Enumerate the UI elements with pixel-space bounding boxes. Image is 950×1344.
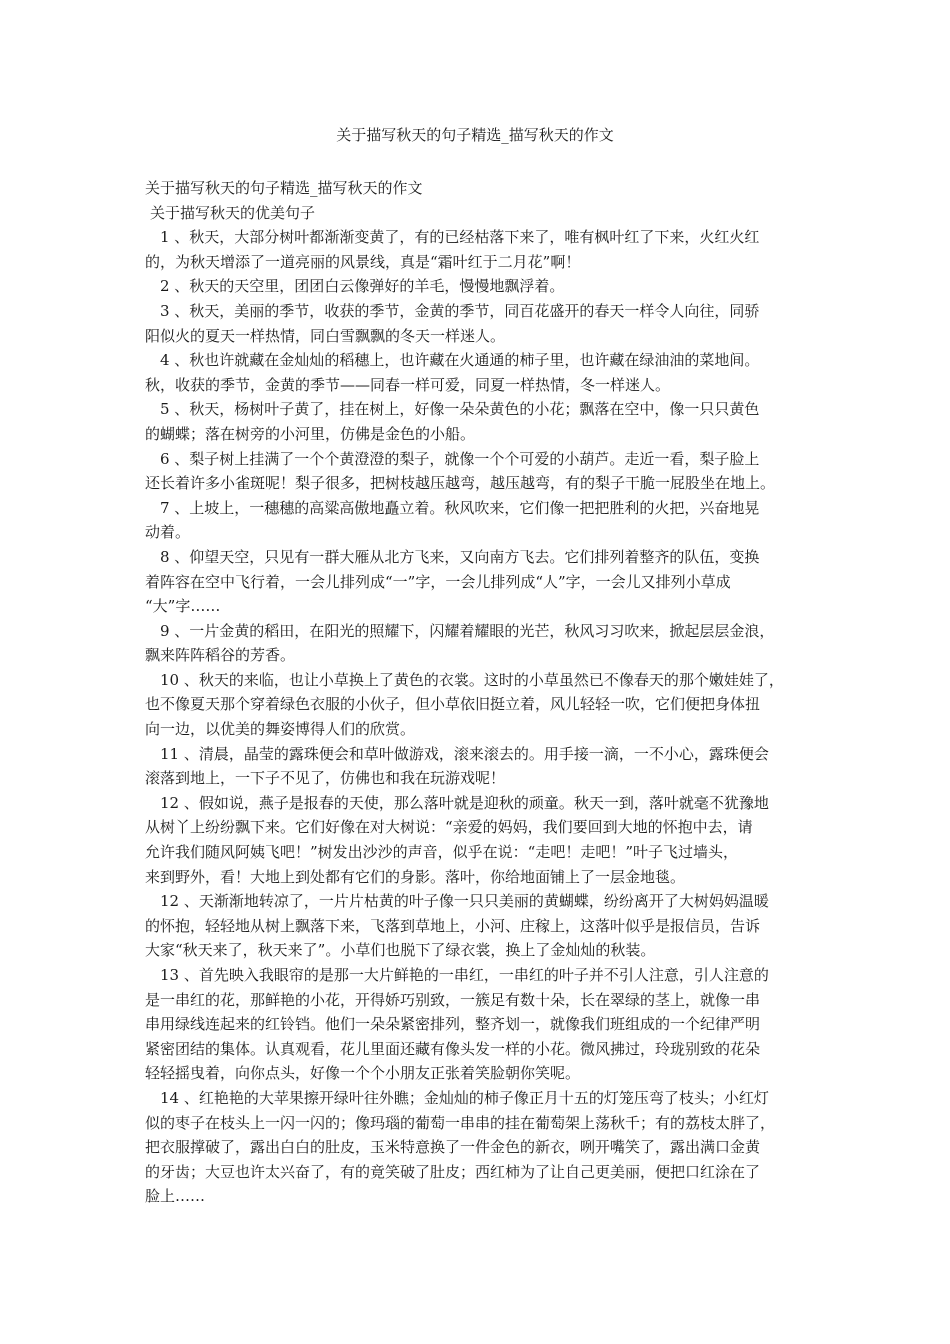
paragraph-line: “大”字…… [145, 597, 221, 616]
paragraph [145, 545, 825, 619]
paragraph-line: 似的枣子在枝头上一闪一闪的；像玛瑙的葡萄一串串的挂在葡萄架上荡秋千；有的荔枝太胖了， [145, 1113, 776, 1132]
paragraph-line: 阳似火的夏天一样热情，同白雪飘飘的冬天一样迷人。 [145, 326, 506, 345]
paragraph [145, 348, 825, 397]
paragraph-line: 的怀抱，轻轻地从树上飘落下来，飞落到草地上，小河、庄稼上，这落叶似乎是报信员，告诉 [145, 916, 761, 935]
paragraph [145, 496, 825, 545]
paragraph-line: 2 、秋天的天空里，团团白云像弹好的羊毛，慢慢地飘浮着。 [160, 277, 565, 296]
paragraph-line: 14 、红艳艳的大苹果擦开绿叶往外瞧；金灿灿的柿子像正月十五的灯笼压弯了枝头；小红灯 [160, 1088, 769, 1107]
paragraph-line: 7 、上坡上，一穗穗的高粱高傲地矗立着。秋风吹来，它们像一把把胜利的火把，兴奋地晃 [160, 498, 760, 517]
paragraph-line: 还长着许多小雀斑呢！梨子很多，把树枝越压越弯，越压越弯，有的梨子干脆一屁股坐在地上。 [145, 474, 776, 493]
paragraph [145, 619, 825, 668]
paragraph-line: 轻轻摇曳着，向你点头，好像一个个小朋友正张着笑脸朝你笑呢。 [145, 1064, 581, 1083]
paragraph [145, 668, 825, 742]
paragraph-line: 9 、一片金黄的稻田，在阳光的照耀下，闪耀着耀眼的光芒，秋风习习吹来，掀起层层金浪， [160, 621, 775, 640]
paragraph-line: 11 、清晨，晶莹的露珠便会和草叶做游戏，滚来滚去的。用手接一滴，一不小心，露珠便会 [160, 744, 769, 763]
paragraph-line: 着阵容在空中飞行着，一会儿排列成“一”字，一会儿排列成“人”字，一会儿又排列小草成 [145, 572, 731, 591]
paragraph-list [145, 225, 825, 1209]
paragraph [145, 397, 825, 446]
paragraph [145, 963, 825, 1086]
paragraph-line: 从树丫上纷纷飘下来。它们好像在对大树说：“亲爱的妈妈，我们要回到大地的怀抱中去，请 [145, 818, 753, 837]
section-heading: 关于描写秋天的优美句子 [150, 203, 316, 222]
paragraph [145, 889, 825, 963]
paragraph-line: 12 、天渐渐地转凉了，一片片枯黄的叶子像一只只美丽的黄蝴蝶，纷纷离开了大树妈妈温暖 [160, 892, 769, 911]
document-body [145, 176, 825, 1209]
paragraph-line: 13 、首先映入我眼帘的是那一大片鲜艳的一串红，一串红的叶子并不引人注意，引人注意的 [160, 966, 769, 984]
paragraph [145, 447, 825, 496]
paragraph-line: 向一边，以优美的舞姿博得人们的欣赏。 [145, 720, 416, 739]
paragraph-line: 也不像夏天那个穿着绿色衣服的小伙子，但小草依旧挺立着，风儿轻轻一吹，它们便把身体扭 [145, 695, 761, 714]
paragraph [145, 742, 825, 791]
paragraph-line: 大家“秋天来了，秋天来了”。小草们也脱下了绿衣裳，换上了金灿灿的秋装。 [145, 941, 656, 960]
paragraph-line: 10 、秋天的来临，也让小草换上了黄色的衣裳。这时的小草虽然已不像春天的那个嫩娃娃了， [160, 670, 784, 689]
paragraph-line: 4 、秋也许就藏在金灿灿的稻穗上，也许藏在火通通的柿子里，也许藏在绿油油的菜地间。 [160, 351, 760, 370]
paragraph-line: 8 、仰望天空，只见有一群大雁从北方飞来，又向南方飞去。它们排列着整齐的队伍，变换 [160, 547, 760, 566]
paragraph-line: 串用绿线连起来的红铃铛。他们一朵朵紧密排列，整齐划一，就像我们班组成的一个纪律严明 [145, 1015, 761, 1034]
paragraph-line: 1 、秋天，大部分树叶都渐渐变黄了，有的已经枯落下来了，唯有枫叶红了下来，火红火红 [160, 228, 760, 247]
paragraph-line: 的牙齿；大豆也许太兴奋了，有的竟笑破了肚皮；西红柿为了让自己更美丽，便把口红涂在了 [145, 1162, 761, 1181]
document-subtitle: 关于描写秋天的句子精选_描写秋天的作文 [145, 179, 423, 197]
paragraph [145, 225, 825, 274]
paragraph-line: 的，为秋天增添了一道亮丽的风景线，真是“霜叶红于二月花”啊！ [145, 252, 581, 271]
paragraph [145, 1086, 825, 1209]
paragraph-line: 滚落到地上，一下子不见了，仿佛也和我在玩游戏呢！ [145, 769, 506, 788]
paragraph-line: 3 、秋天，美丽的季节，收获的季节，金黄的季节，同百花盛开的春天一样令人向往，同骄 [160, 301, 760, 320]
paragraph-line: 脸上…… [145, 1187, 206, 1206]
paragraph-line: 的蝴蝶；落在树旁的小河里，仿佛是金色的小船。 [145, 424, 476, 443]
paragraph-line: 把衣服撑破了，露出白白的肚皮，玉米特意换了一件金色的新衣，咧开嘴笑了，露出满口金黄 [145, 1138, 761, 1157]
paragraph-line: 动着。 [145, 523, 191, 542]
paragraph-line: 是一串红的花，那鲜艳的小花，开得娇巧别致，一簇足有数十朵，长在翠绿的茎上，就像一串 [145, 990, 761, 1009]
paragraph-line: 来到野外，看！大地上到处都有它们的身影。落叶，你给地面铺上了一层金地毯。 [145, 867, 686, 886]
paragraph-line: 5 、秋天，杨树叶子黄了，挂在树上，好像一朵朵黄色的小花；飘落在空中，像一只只黄色 [160, 400, 760, 419]
paragraph-line: 允许我们随风阿姨飞吧！”树发出沙沙的声音，似乎在说：“走吧！走吧！”叶子飞过墙头， [145, 843, 739, 862]
paragraph-line: 秋，收获的季节，金黄的季节——同春一样可爱，同夏一样热情，冬一样迷人。 [145, 375, 671, 394]
paragraph [145, 274, 825, 299]
page-title: 关于描写秋天的句子精选_描写秋天的作文 [336, 126, 614, 144]
paragraph-line: 飘来阵阵稻谷的芳香。 [145, 646, 296, 665]
paragraph-line: 6 、梨子树上挂满了一个个黄澄澄的梨子，就像一个个可爱的小葫芦。走近一看，梨子脸上 [160, 449, 760, 468]
paragraph [145, 299, 825, 348]
paragraph-line: 紧密团结的集体。认真观看，花儿里面还藏有像头发一样的小花。微风拂过，玲珑别致的花朵 [145, 1039, 761, 1058]
paragraph-line: 12 、假如说，燕子是报春的天使，那么落叶就是迎秋的顽童。秋天一到，落叶就毫不犹豫地 [160, 793, 769, 812]
paragraph [145, 791, 825, 889]
